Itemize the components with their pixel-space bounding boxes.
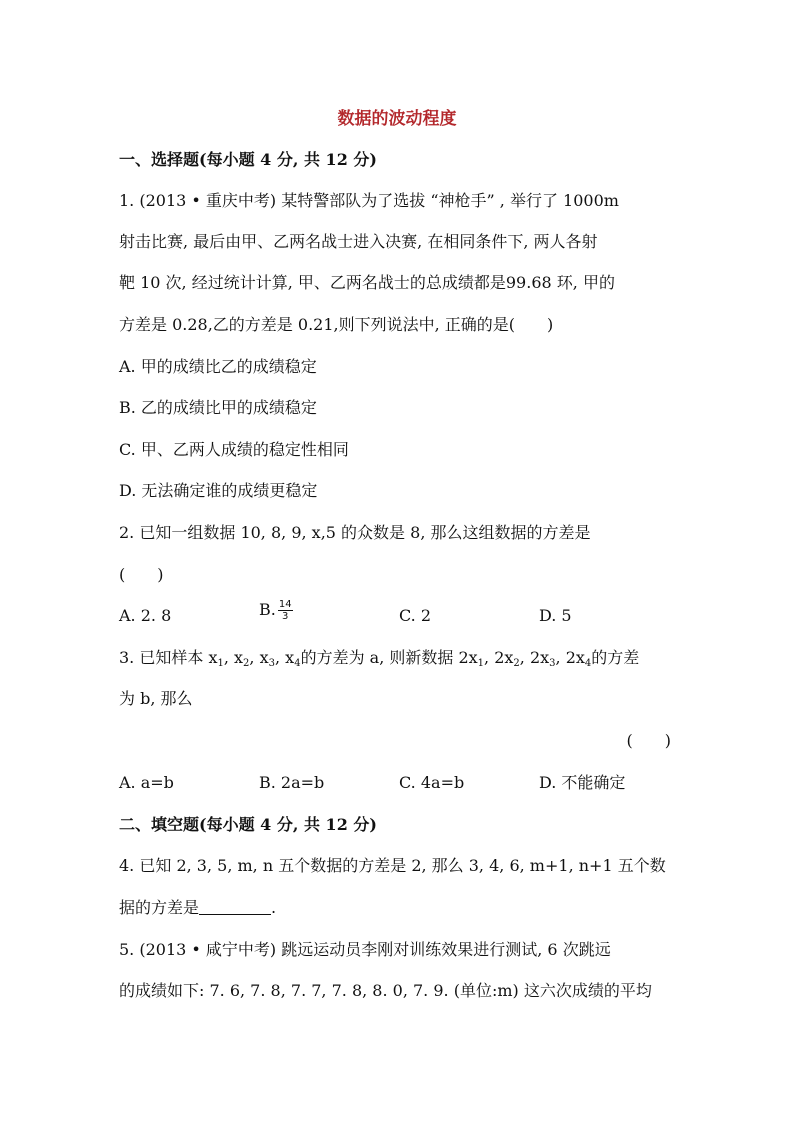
q4-line-2 (119, 897, 679, 919)
q2-line-2: ( ) (119, 565, 164, 584)
q1-option-c: C. 甲、乙两人成绩的稳定性相同 (119, 440, 349, 459)
q1-option-b: B. 乙的成绩比甲的成绩稳定 (119, 398, 317, 417)
q2-line-1: 2. 已知一组数据 10, 8, 9, x,5 的众数是 8, 那么这组数据的方差是 (119, 523, 591, 542)
q1-line-3: 靶 10 次, 经过统计计算, 甲、乙两名战士的总成绩都是99.68 环, 甲的 (119, 273, 615, 292)
answer-blank (199, 899, 271, 915)
fraction-numerator: 14 (278, 599, 292, 610)
q2-option-a: A. 2. 8 (119, 606, 172, 625)
page-title: 数据的波动程度 (337, 109, 457, 129)
q3-option-a: A. a=b (119, 773, 174, 792)
q4-text: 据的方差是 (119, 898, 200, 917)
q3-text-a: 3. 已知样本 x (119, 648, 218, 667)
q1-line-2: 射击比赛, 最后由甲、乙两名战士进入决赛, 在相同条件下, 两人各射 (119, 232, 598, 251)
q1-option-a: A. 甲的成绩比乙的成绩稳定 (119, 357, 317, 376)
fraction-denominator: 3 (282, 611, 289, 622)
section-heading-choice: 一、选择题(每小题 4 分, 共 12 分) (119, 150, 377, 169)
q2-option-b (259, 599, 293, 622)
q2-option-b-label: B. (259, 600, 276, 619)
q4-period: . (271, 898, 277, 917)
q3-text-b: 的方差为 a, 则新数据 2x (300, 648, 478, 667)
q1-line-4: 方差是 0.28,乙的方差是 0.21,则下列说法中, 正确的是( ) (119, 315, 554, 334)
q2-option-b-fraction (278, 599, 293, 622)
q2-option-c: C. 2 (399, 606, 432, 625)
q3-option-c: C. 4a=b (399, 773, 465, 792)
q5-line-2: 的成绩如下: 7. 6, 7. 8, 7. 7, 7. 8, 8. 0, 7. 9. (单位:m) 这六次成绩的平均 (119, 981, 652, 1000)
q3-line-1: 3. 已知样本 $x_1$, $x_2$, $x_3$, $x_4$的方差为 a, 则新数据 $2x_1$, $2x_2$, $2x_3$, $2x_4$的方差 (119, 648, 640, 669)
q4-line-1: 4. 已知 2, 3, 5, m, n 五个数据的方差是 2, 那么 3, 4, 6, m+1, n+1 五个数 (119, 856, 666, 875)
q3-answer-paren: ( ) (626, 731, 671, 750)
q5-line-1: 5. (2013 • 咸宁中考) 跳远运动员李刚对训练效果进行测试, 6 次跳远 (119, 940, 611, 959)
q3-line-2: 为 b, 那么 (119, 689, 193, 708)
q2-option-d: D. 5 (539, 606, 572, 625)
q3-text-c: 的方差 (591, 648, 640, 667)
q1-line-1: 1. (2013 • 重庆中考) 某特警部队为了选拔 “神枪手” , 举行了 1000m (119, 191, 619, 210)
section-heading-fill: 二、填空题(每小题 4 分, 共 12 分) (119, 815, 377, 834)
q1-option-d: D. 无法确定谁的成绩更稳定 (119, 481, 318, 500)
q3-option-d: D. 不能确定 (539, 773, 626, 792)
q3-option-b: B. 2a=b (259, 773, 325, 792)
